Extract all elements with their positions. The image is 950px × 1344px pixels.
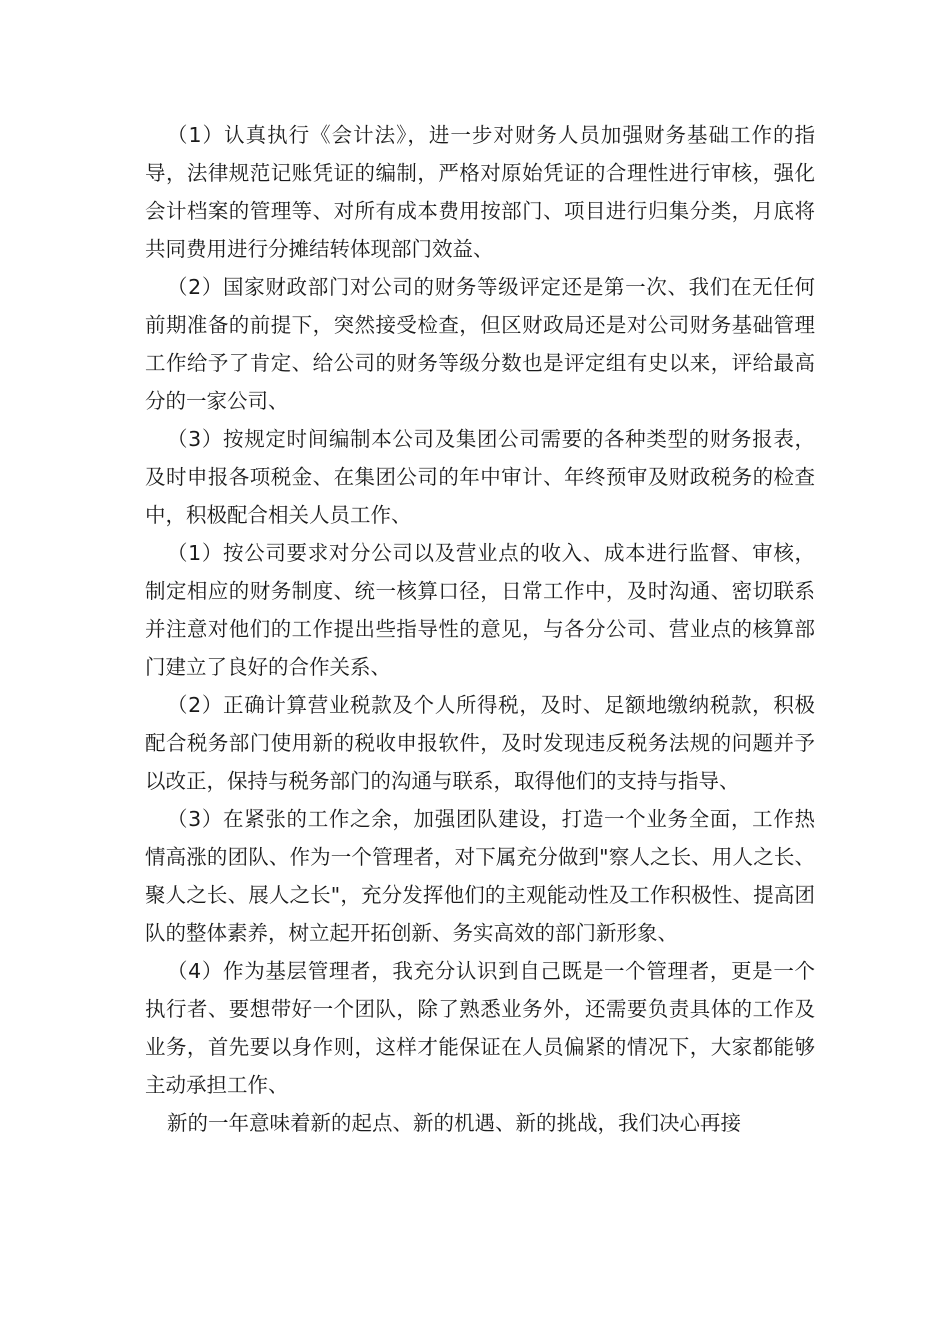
paragraph-1: （1）认真执行《会计法》，进一步对财务人员加强财务基础工作的指导，法律规范记账凭证的编制，严格对原始凭证的合理性进行审核，强化会计档案的管理等、对所有成本费用按部门、项目进行归集分类，月底将共同费用进行分摊结转体现部门效益、: [145, 123, 815, 261]
paragraph-4: （1）按公司要求对分公司以及营业点的收入、成本进行监督、审核，制定相应的财务制度、统一核算口径，日常工作中，及时沟通、密切联系并注意对他们的工作提出些指导性的意见，与各分公司、营业点的核算部门建立了良好的合作关系、: [145, 541, 815, 679]
paragraph-7: （4）作为基层管理者，我充分认识到自己既是一个管理者，更是一个执行者、要想带好一个团队，除了熟悉业务外，还需要负责具体的工作及业务，首先要以身作则，这样才能保证在人员偏紧的情况下，大家都能够主动承担工作、: [145, 959, 815, 1097]
document-body: [145, 116, 815, 1142]
paragraph-5: （2）正确计算营业税款及个人所得税，及时、足额地缴纳税款，积极配合税务部门使用新的税收申报软件，及时发现违反税务法规的问题并予以改正，保持与税务部门的沟通与联系，取得他们的支持与指导、: [145, 693, 815, 793]
paragraph-6: （3）在紧张的工作之余，加强团队建设，打造一个业务全面，工作热情高涨的团队、作为一个管理者，对下属充分做到"察人之长、用人之长、聚人之长、展人之长"，充分发挥他们的主观能动性及工作积极性、提高团队的整体素养，树立起开拓创新、务实高效的部门新形象、: [145, 807, 815, 945]
paragraph-8: 新的一年意味着新的起点、新的机遇、新的挑战，我们决心再接: [167, 1111, 741, 1135]
paragraph-3: （3）按规定时间编制本公司及集团公司需要的各种类型的财务报表，及时申报各项税金、在集团公司的年中审计、年终预审及财政税务的检查中，积极配合相关人员工作、: [145, 427, 815, 527]
paragraph-2: （2）国家财政部门对公司的财务等级评定还是第一次、我们在无任何前期准备的前提下，突然接受检查，但区财政局还是对公司财务基础管理工作给予了肯定、给公司的财务等级分数也是评定组有史以来，评给最高分的一家公司、: [145, 275, 815, 413]
